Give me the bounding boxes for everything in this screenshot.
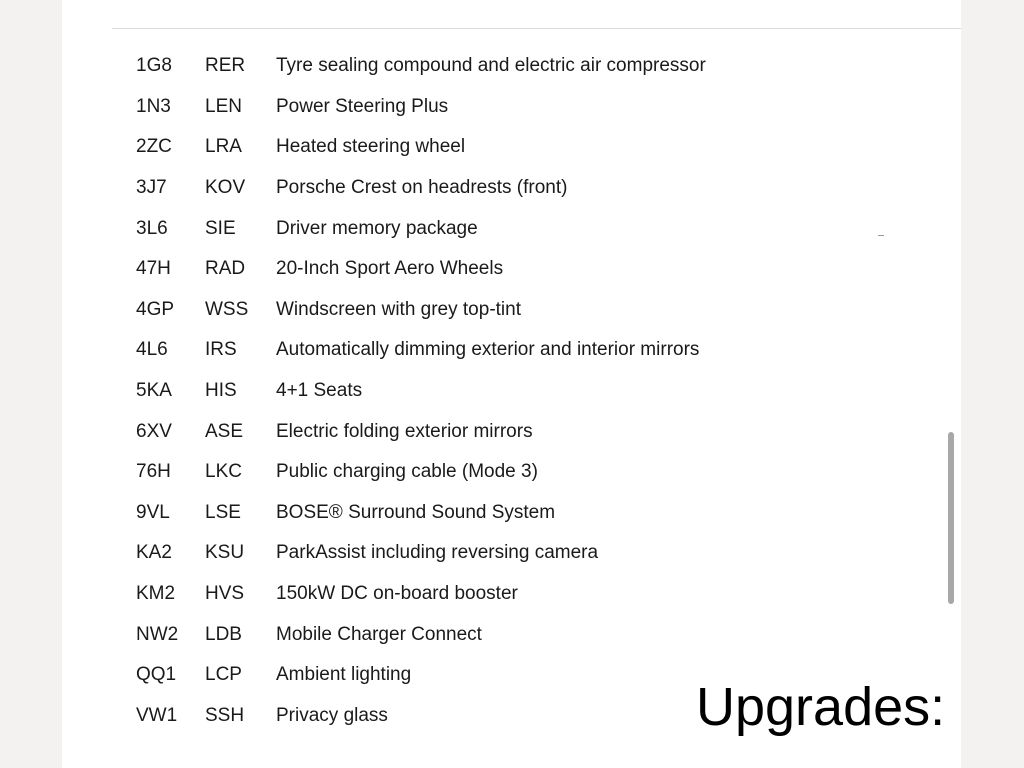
option-code: KA2 (136, 542, 172, 564)
option-row (136, 493, 706, 534)
option-row (136, 614, 706, 655)
option-code: 47H (136, 258, 171, 280)
option-pr-code: LEN (205, 95, 242, 117)
option-code: 4GP (136, 298, 175, 320)
stray-dash-mark (878, 235, 884, 236)
option-code: QQ1 (136, 664, 177, 686)
option-description: Automatically dimming exterior and interior mirrors (276, 339, 700, 361)
option-row (136, 208, 706, 249)
option-row (136, 87, 706, 128)
option-pr-code: LKC (205, 461, 242, 483)
top-divider (112, 28, 961, 29)
option-description: Tyre sealing compound and electric air compressor (276, 55, 706, 77)
option-row (136, 411, 706, 452)
option-description: Heated steering wheel (276, 136, 466, 158)
option-description: Electric folding exterior mirrors (276, 420, 533, 442)
option-pr-code: ASE (205, 420, 244, 442)
option-row (136, 290, 706, 331)
option-code: 4L6 (136, 339, 168, 361)
option-row (136, 452, 706, 493)
option-description: Public charging cable (Mode 3) (276, 461, 538, 483)
option-row (136, 46, 706, 87)
document-page (62, 0, 961, 768)
option-code: 3L6 (136, 217, 168, 239)
option-description: Privacy glass (276, 704, 388, 726)
option-row (136, 168, 706, 209)
option-description: ParkAssist including reversing camera (276, 542, 599, 564)
option-code: 5KA (136, 380, 172, 402)
option-row (136, 127, 706, 168)
option-row (136, 655, 706, 696)
option-pr-code: SIE (205, 217, 236, 239)
option-code: KM2 (136, 583, 176, 605)
option-pr-code: WSS (205, 298, 249, 320)
option-pr-code: SSH (205, 704, 245, 726)
option-description: Mobile Charger Connect (276, 623, 482, 645)
option-pr-code: LSE (205, 501, 241, 523)
option-description: Windscreen with grey top-tint (276, 298, 521, 320)
option-description: BOSE® Surround Sound System (276, 501, 556, 523)
option-row (136, 696, 706, 737)
option-row (136, 249, 706, 290)
vertical-scrollbar[interactable] (948, 432, 954, 604)
option-description: 150kW DC on-board booster (276, 583, 518, 605)
option-description: Driver memory package (276, 217, 478, 239)
option-code: VW1 (136, 704, 178, 726)
option-code: 6XV (136, 420, 172, 442)
option-pr-code: HVS (205, 583, 245, 605)
option-code: 1G8 (136, 55, 172, 77)
option-pr-code: LRA (205, 136, 242, 158)
upgrades-caption: Upgrades: (696, 677, 946, 737)
option-pr-code: RER (205, 55, 246, 77)
option-row (136, 371, 706, 412)
option-row (136, 574, 706, 615)
option-description: Ambient lighting (276, 664, 412, 686)
option-code: NW2 (136, 623, 179, 645)
option-pr-code: LDB (205, 623, 242, 645)
option-code: 9VL (136, 501, 170, 523)
option-description: 20-Inch Sport Aero Wheels (276, 258, 504, 280)
option-row (136, 330, 706, 371)
option-code: 2ZC (136, 136, 172, 158)
option-pr-code: KSU (205, 542, 245, 564)
option-description: 4+1 Seats (276, 380, 363, 402)
option-pr-code: HIS (205, 380, 237, 402)
option-code: 1N3 (136, 95, 171, 117)
option-code: 3J7 (136, 177, 167, 199)
option-pr-code: KOV (205, 177, 246, 199)
option-list (136, 46, 706, 736)
option-pr-code: LCP (205, 664, 242, 686)
option-row (136, 533, 706, 574)
option-description: Power Steering Plus (276, 95, 449, 117)
option-pr-code: IRS (205, 339, 237, 361)
option-pr-code: RAD (205, 258, 246, 280)
option-description: Porsche Crest on headrests (front) (276, 177, 568, 199)
option-code: 76H (136, 461, 171, 483)
